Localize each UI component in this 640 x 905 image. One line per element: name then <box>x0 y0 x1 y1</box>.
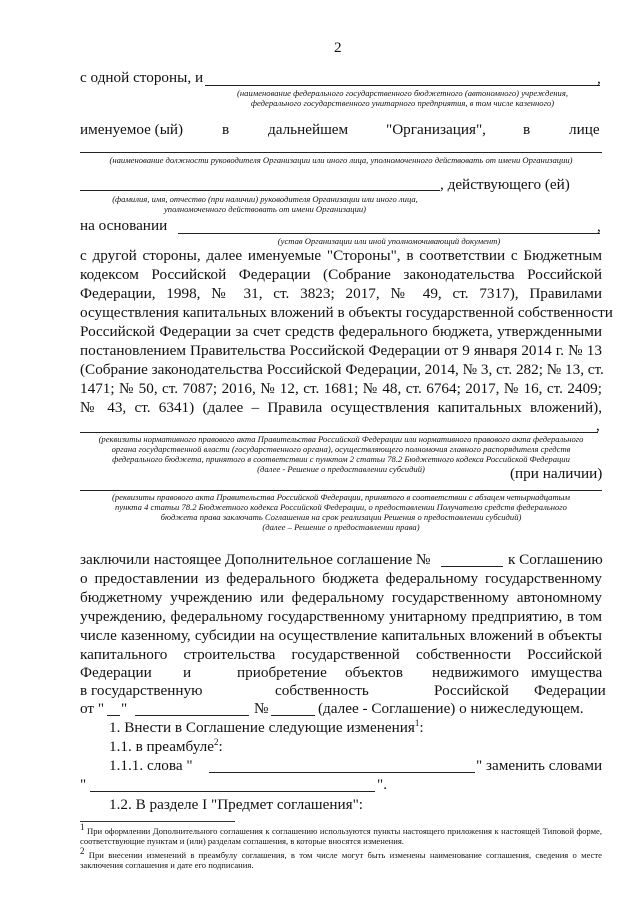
organization-name-caption-2: федерального государственного унитарного предприятия, в том числе казенного) <box>250 98 555 108</box>
date-day-blank <box>107 715 120 716</box>
concluded-word: и <box>183 664 192 681</box>
agreement-number-blank <box>441 566 503 567</box>
acting-suffix: , действующего (ей) <box>440 176 570 193</box>
comma: , <box>597 218 601 235</box>
rights-decision-caption: пункта 4 статьи 78.2 Бюджетного кодекса Российской Федерации, о предоставлении Получателю средств федерального <box>115 502 567 512</box>
new-words-open-quote: " <box>80 776 87 793</box>
concluded-line: числе казенному, субсидии на осуществление капитальных вложений в объекты <box>80 627 602 644</box>
representative-position-caption: (наименование должности руководителя Организации или иного лица, уполномоченного действовать от имени Организации) <box>109 155 573 165</box>
representative-name-caption-1: (фамилия, имя, отчество (при наличии) руководителя Организации или иного лица, <box>112 194 418 204</box>
footnote-2: $^2$ При внесении изменений в преамбулу соглашения, в том числе могут быть изменены наименование соглашения, сведения о месте заключения соглашения и дате его подписания. <box>80 846 602 870</box>
page-number: 2 <box>334 39 342 56</box>
concluded-word: Федерации <box>80 664 152 681</box>
concluded-word: имущества <box>531 664 603 681</box>
concluded-word: в государственную <box>80 682 203 699</box>
body-line: (Собрание законодательства Российской Федерации, 2014, № 3, ст. 282; № 13, ст. <box>80 361 604 378</box>
concluded-word: недвижимого <box>432 664 519 681</box>
named-word-3: дальнейшем <box>268 121 349 138</box>
item-1-1-1-suffix: " заменить словами <box>476 757 603 774</box>
named-word-2: в <box>222 121 230 138</box>
named-word-5: в <box>523 121 531 138</box>
named-word-4: "Организация", <box>386 121 486 138</box>
new-words-close: ". <box>377 776 387 793</box>
date-month-year-blank <box>135 715 249 716</box>
concluded-text: заключили настоящее Дополнительное соглашение № <box>80 551 431 568</box>
date-quote: " <box>121 700 128 717</box>
item-1: 1. Внести в Соглашение следующие изменения$^1$: <box>109 717 424 736</box>
subsidy-decision-caption: органа государственной власти (государственного органа), осуществляющего полномочия главного распорядителя средств <box>111 444 571 454</box>
comma: , <box>597 70 601 87</box>
new-words-blank <box>90 791 375 792</box>
body-line: кодексом Российской Федерации (Собрание законодательства Российской <box>80 266 602 283</box>
representative-position-blank <box>80 152 602 153</box>
concluded-line: капитального строительства государственной собственности Российской <box>80 646 602 663</box>
if-any-note: (при наличии) <box>510 465 603 482</box>
organization-name-blank <box>205 85 600 86</box>
body-line: 1471; № 50, ст. 7087; 2016, № 12, ст. 1681; № 48, ст. 6764; 2017, № 16, ст. 2409; <box>80 380 602 397</box>
footnote-ref-1: 1 <box>414 717 420 728</box>
basis-caption: (устав Организации или иной уполномочивающий документ) <box>277 236 501 246</box>
concluded-line: о предоставлении из федерального бюджета федеральному государственному <box>80 570 602 587</box>
representative-name-blank <box>80 190 440 191</box>
concluded-word: Федерации <box>534 682 606 699</box>
subsidy-decision-caption: (далее - Решение о предоставлении субсидий) <box>257 464 425 474</box>
body-line: Российской Федерации за счет средств федерального бюджета, утвержденными <box>80 323 602 340</box>
party-prefix: с одной стороны, и <box>80 69 204 86</box>
basis-blank <box>178 233 600 234</box>
concluded-word: Российской <box>434 682 509 699</box>
subsidy-decision-blank <box>80 432 598 433</box>
concluded-line: бюджетному учреждению или федеральному государственному автономному <box>80 589 602 606</box>
concluded-line: учреждению, федеральному государственному унитарному предприятию, в том <box>80 608 602 625</box>
rights-decision-caption: (реквизиты правового акта Правительства Российской Федерации, принятого в соответствии с абзацем четырнадцатым <box>112 492 570 502</box>
rights-decision-caption: бюджета права заключать Соглашения на срок реализации Решения о предоставлении субсидий) <box>160 512 522 522</box>
item-1-1: 1.1. в преамбуле$^2$: <box>109 736 223 755</box>
basis-prefix: на основании <box>80 217 168 234</box>
subsidy-decision-caption: федерального бюджета, принятого в соответствии с пунктом 2 статьи 78.2 Бюджетного кодекса Российской Федерации <box>112 454 570 464</box>
body-line: осуществления капитальных вложений в объекты государственной собственности <box>80 304 613 321</box>
concluded-text: к Соглашению <box>508 551 603 568</box>
representative-name-caption-2: уполномоченного действовать от имени Организации) <box>163 204 367 214</box>
concluded-word: объектов <box>345 664 403 681</box>
body-line: Федерации, 1998, № 31, ст. 3823; 2017, № 49, ст. 7317), Правилами <box>80 285 602 302</box>
concluded-word: приобретение <box>237 664 327 681</box>
organization-name-caption-1: (наименование федерального государственного бюджетного (автономного) учреждения, <box>237 88 568 98</box>
footnote-separator <box>80 821 235 822</box>
body-line: с другой стороны, далее именуемые "Стороны", в соответствии с Бюджетным <box>80 247 602 264</box>
footnote-ref-2: 2 <box>213 736 219 747</box>
item-1-2: 1.2. В разделе I "Предмет соглашения": <box>109 796 364 813</box>
concluded-word: собственность <box>275 682 369 699</box>
comma: , <box>596 417 600 434</box>
rights-decision-blank <box>80 490 602 491</box>
subsidy-decision-caption: (реквизиты нормативного правового акта Правительства Российской Федерации или нормативного правового акта федерального <box>98 434 584 444</box>
item-1-1-1-prefix: 1.1.1. слова " <box>109 757 193 774</box>
named-word-1: именуемое (ый) <box>80 121 184 138</box>
footnote-1: $^1$ При оформлении Дополнительного соглашения к соглашению используются пункты настоящего приложения к настоящей Типовой форме, соответствующие пунктам и (или) разделам соглашения, в которые вносятся изменения. <box>80 822 602 846</box>
body-line: постановлением Правительства Российской Федерации от 9 января 2014 г. № 13 <box>80 342 602 359</box>
old-words-blank <box>209 772 475 773</box>
date-prefix: от " <box>80 700 105 717</box>
named-word-6: лице <box>569 121 600 138</box>
rights-decision-caption: (далее – Решение о предоставлении права) <box>262 522 420 532</box>
body-line: № 43, ст. 6341) (далее – Правила осуществления капитальных вложений), <box>80 399 602 416</box>
date-suffix: (далее - Соглашение) о нижеследующем. <box>318 700 584 717</box>
agreement-reg-number-blank <box>271 715 315 716</box>
number-sign: № <box>254 700 269 717</box>
